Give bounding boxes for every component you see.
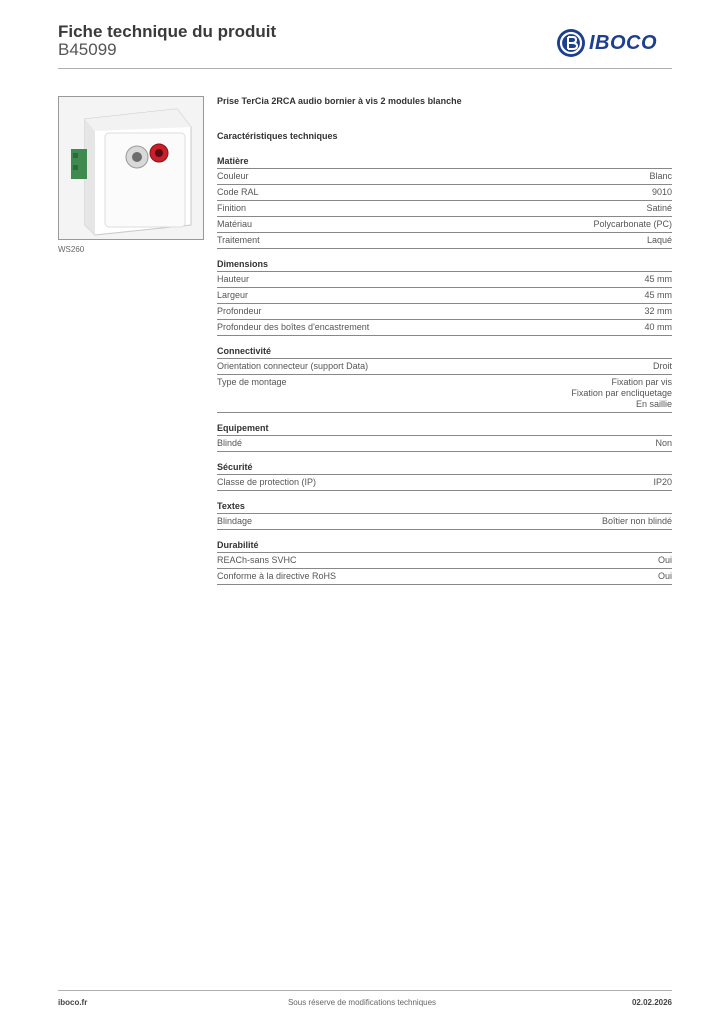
spec-value-line: Fixation par encliquetage xyxy=(571,388,672,398)
footer-divider xyxy=(58,990,672,991)
spec-value-line: Oui xyxy=(657,555,672,565)
spec-value xyxy=(649,171,672,182)
spec-row xyxy=(217,201,672,217)
spec-table xyxy=(217,156,672,595)
spec-group xyxy=(217,423,672,452)
specs-heading: Caractéristiques techniques xyxy=(217,131,338,141)
photo-caption: WS260 xyxy=(58,245,85,254)
brand-logo-text: IBOCO xyxy=(589,31,658,54)
spec-value-line: 9010 xyxy=(651,187,672,197)
footer-date: 02.02.2026 xyxy=(631,998,672,1007)
spec-row xyxy=(217,514,672,530)
spec-value xyxy=(602,516,672,527)
spec-group xyxy=(217,540,672,585)
spec-value-line: En saillie xyxy=(635,399,672,409)
spec-value-line: Non xyxy=(655,438,672,448)
spec-value xyxy=(647,235,672,246)
spec-label: Type de montage xyxy=(217,377,287,387)
product-photo xyxy=(58,96,204,240)
spec-value xyxy=(644,322,672,333)
spec-label: Finition xyxy=(217,203,247,213)
spec-value xyxy=(653,361,672,372)
spec-label: REACh-sans SVHC xyxy=(217,555,297,565)
spec-label: Blindage xyxy=(217,516,253,526)
spec-value-line: Satiné xyxy=(646,203,672,213)
spec-group xyxy=(217,462,672,491)
spec-label: Matériau xyxy=(217,219,253,229)
spec-label: Profondeur xyxy=(217,306,262,316)
spec-value xyxy=(658,555,672,566)
spec-value xyxy=(652,187,672,198)
spec-group-title: Connectivité xyxy=(217,346,672,359)
spec-value xyxy=(646,203,672,214)
spec-label: Hauteur xyxy=(217,274,250,284)
spec-group xyxy=(217,259,672,336)
spec-row xyxy=(217,304,672,320)
spec-row xyxy=(217,272,672,288)
spec-label: Classe de protection (IP) xyxy=(217,477,317,487)
spec-group-title: Matière xyxy=(217,156,672,169)
spec-value-line: IP20 xyxy=(653,477,672,487)
spec-label: Couleur xyxy=(217,171,249,181)
spec-group-title: Sécurité xyxy=(217,462,672,475)
spec-value-line: Oui xyxy=(657,571,672,581)
spec-value-line: Droit xyxy=(652,361,672,371)
spec-row xyxy=(217,359,672,375)
spec-row xyxy=(217,436,672,452)
spec-label: Blindé xyxy=(217,438,243,448)
header-divider xyxy=(58,68,672,69)
spec-value-line: 40 mm xyxy=(644,322,672,332)
spec-value-line: 45 mm xyxy=(644,274,672,284)
spec-group xyxy=(217,156,672,249)
spec-value-line: Blanc xyxy=(649,171,672,181)
spec-value xyxy=(644,290,672,301)
spec-value xyxy=(653,477,672,488)
spec-row xyxy=(217,288,672,304)
product-reference: B45099 xyxy=(58,40,117,59)
spec-row xyxy=(217,169,672,185)
spec-group-title: Durabilité xyxy=(217,540,672,553)
spec-label: Traitement xyxy=(217,235,260,245)
spec-value-line: Polycarbonate (PC) xyxy=(593,219,672,229)
spec-row xyxy=(217,475,672,491)
spec-value xyxy=(655,438,672,449)
product-title: Prise TerCia 2RCA audio bornier à vis 2 modules blanche xyxy=(217,96,462,106)
footer-notice: Sous réserve de modifications techniques xyxy=(287,998,437,1007)
spec-row xyxy=(217,320,672,336)
footer-website: iboco.fr xyxy=(58,998,88,1007)
spec-group xyxy=(217,501,672,530)
brand-logo-icon xyxy=(557,29,585,57)
spec-label: Largeur xyxy=(217,290,249,300)
spec-row xyxy=(217,185,672,201)
spec-row xyxy=(217,375,672,413)
spec-group xyxy=(217,346,672,413)
page-title: Fiche technique du produit xyxy=(58,22,277,41)
spec-value-line: 45 mm xyxy=(644,290,672,300)
spec-group-title: Equipement xyxy=(217,423,672,436)
spec-row xyxy=(217,233,672,249)
spec-value xyxy=(658,571,672,582)
spec-label: Conforme à la directive RoHS xyxy=(217,571,337,581)
spec-value-line: Boîtier non blindé xyxy=(601,516,672,526)
spec-value-line: 32 mm xyxy=(644,306,672,316)
spec-value xyxy=(644,274,672,285)
spec-label: Code RAL xyxy=(217,187,259,197)
spec-value xyxy=(571,377,672,410)
spec-row xyxy=(217,217,672,233)
spec-label: Profondeur des boîtes d'encastrement xyxy=(217,322,370,332)
brand-logo xyxy=(557,29,657,57)
spec-value-line: Fixation par vis xyxy=(611,377,672,387)
spec-value xyxy=(593,219,672,230)
spec-label: Orientation connecteur (support Data) xyxy=(217,361,369,371)
spec-value-line: Laqué xyxy=(646,235,672,245)
spec-group-title: Dimensions xyxy=(217,259,672,272)
spec-group-title: Textes xyxy=(217,501,672,514)
spec-row xyxy=(217,553,672,569)
spec-value xyxy=(644,306,672,317)
spec-row xyxy=(217,569,672,585)
